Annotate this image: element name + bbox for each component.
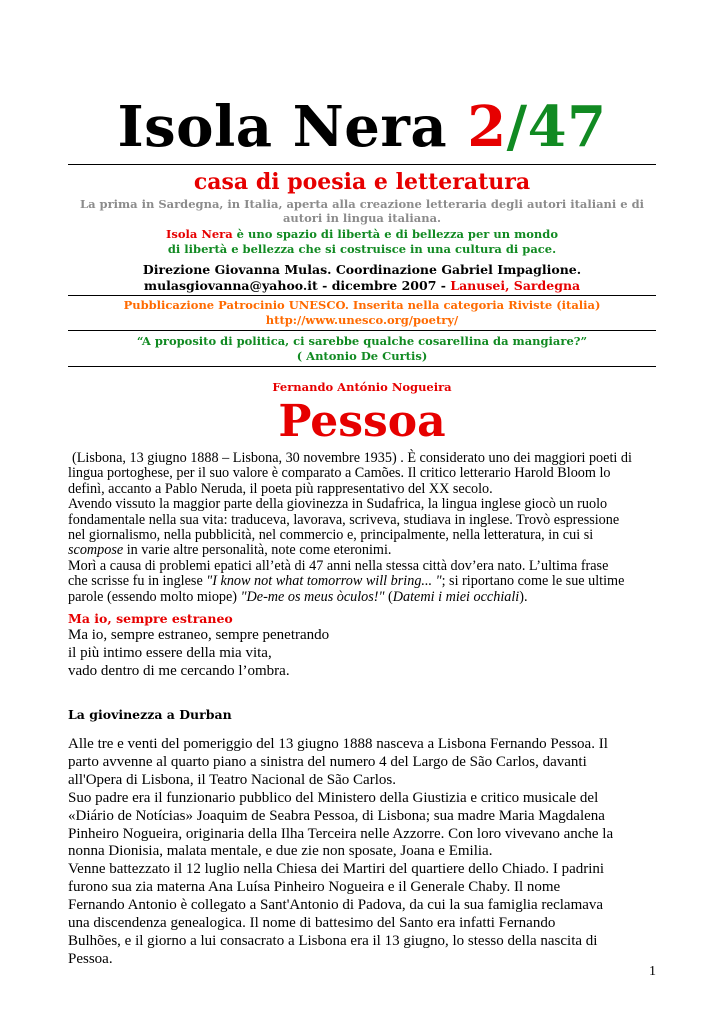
direction-line: Direzione Giovanna Mulas. Coordinazione Gabriel Impaglione. [142, 262, 582, 277]
editorial-direction [68, 262, 656, 294]
bio-parola-pre: parole (essendo molto miope) [68, 588, 241, 605]
bio-line: nel giornalismo, nella pubblicità, nel commercio e, principalmente, nella letteratura, in cui si [68, 527, 594, 544]
poem-line: vado dentro di me cercando l’ombra. [68, 663, 290, 679]
email-date: mulasgiovanna@yahoo.it - dicembre 2007 - [143, 278, 451, 293]
bio-line [68, 543, 658, 558]
bio-line [68, 574, 658, 589]
bio-line: Morì a causa di problemi epatici all’età di 47 anni nella stessa città dov’era nato. L’ultima frase [68, 557, 609, 574]
masthead-issue-number: 2 [467, 94, 507, 160]
contact-line [68, 278, 656, 294]
bio-scompose: scompose [68, 542, 124, 559]
masthead-issue-total: /47 [506, 94, 607, 160]
mission-statement [68, 227, 656, 257]
section-line: furono sua zia materna Ana Luísa Pinheiro Nogueira e il Generale Chaby. Il nome [68, 879, 561, 896]
section-heading: La giovinezza a Durban [68, 707, 232, 722]
section-line: Pinheiro Nogueira, originaria della Ilha Terceira nelle Azzorre. Con loro vivevano anche la [68, 825, 614, 842]
masthead-tagline: La prima in Sardegna, in Italia, aperta alla creazione letteraria degli autori italiani e di autori in lingua italiana. [80, 197, 644, 225]
mission-line-1-text: è uno spazio di libertà e di bellezza per un mondo [232, 227, 558, 241]
masthead-subtitle: casa di poesia e letteratura [193, 169, 531, 195]
section-line: Bulhões, e il giorno a lui consacrato a Lisbona era il 13 giugno, lo stesso della nascita di [68, 932, 598, 949]
section-line: parto avvenne al quarto piano a sinistra del numero 4 del Largo de São Carlos, davanti [68, 753, 587, 770]
bio-parola-mid: ( [384, 588, 393, 605]
bio-line: fondamentale nella sua vita: traduceva, lavorava, scriveva, studiava in inglese. Trovò espressione [68, 511, 620, 528]
place-label: Lanusei, Sardegna [450, 278, 581, 293]
header-rule-lower [68, 330, 656, 331]
mission-line-1 [68, 227, 656, 242]
section-line: all'Opera di Lisbona, il Teatro Nacional de São Carlos. [68, 771, 396, 788]
epigraph-quote [68, 334, 656, 364]
bio-line: Avendo vissuto la maggior parte della giovinezza in Sudafrica, la lingua inglese giocò un ruolo [68, 496, 608, 513]
section-line: «Diário de Notícias» Joaquim de Seabra Pessoa, di Lisbona; sua madre Maria Magdalena [68, 807, 605, 824]
section-line: Alle tre e venti del pomeriggio del 13 giugno 1888 nasceva a Lisbona Fernando Pessoa. Il [68, 736, 608, 752]
bio-scompose-rest: in varie altre personalità, note come eteronimi. [123, 542, 392, 559]
mission-name: Isola Nera [165, 227, 233, 241]
header-rule-middle [68, 295, 656, 296]
poem-line: Ma io, sempre estraneo, sempre penetrando [68, 627, 330, 643]
unesco-text: Pubblicazione Patrocinio UNESCO. Inserita nella categoria Riviste (italia) [123, 298, 601, 312]
unesco-notice [68, 298, 656, 328]
poem-title: Ma io, sempre estraneo [68, 611, 233, 626]
author-title: Pessoa [278, 396, 446, 447]
mission-line-2: di libertà e bellezza che si costruisce in una cultura di pace. [167, 242, 557, 256]
unesco-url: http://www.unesco.org/poetry/ [265, 313, 459, 327]
bio-line [68, 590, 658, 605]
bio-parola-quote: "De-me os meus òculos!" [240, 588, 385, 605]
quote-text: “A proposito di politica, ci sarebbe qualche cosarellina da mangiare?” [136, 334, 588, 348]
section-line: Pessoa. [68, 950, 113, 967]
masthead-title-main: Isola Nera [117, 94, 468, 160]
bio-last-quote: "I know not what tomorrow will bring... " [206, 573, 442, 590]
poem-text [68, 626, 658, 680]
bio-parola-end: ). [519, 588, 528, 605]
author-full-name: Fernando António Nogueira [272, 380, 452, 394]
section-line: Venne battezzato il 12 luglio nella Chiesa dei Martiri del quartiere dello Chiado. I padrini [68, 861, 605, 878]
header-rule-top [68, 164, 656, 165]
bio-line: (Lisbona, 13 giugno 1888 – Lisbona, 30 novembre 1935) . È considerato uno dei maggiori poeti di [72, 450, 632, 466]
quote-author: ( Antonio De Curtis) [296, 349, 428, 363]
section-body [68, 736, 658, 969]
section-line: Fernando Antonio è collegato a Sant'Antonio di Padova, da cui la sua famiglia reclamava [68, 897, 604, 914]
section-line: una discendenza genealogica. Il nome di battesimo del Santo era infatti Fernando [68, 915, 556, 932]
bio-last-pre: che scrisse fu in inglese [68, 573, 207, 590]
header-rule-bottom [68, 366, 656, 367]
poem-line: il più intimo essere della mia vita, [68, 645, 272, 661]
bio-last-post: ; si riportano come le sue ultime [441, 573, 625, 590]
biography-paragraph [68, 451, 658, 605]
bio-line: lingua portoghese, per il suo valore è comparato a Camões. Il critico letterario Harold Bloom lo [68, 465, 611, 482]
bio-line: definì, accanto a Pablo Neruda, il poeta più rappresentativo del XX secolo. [68, 480, 493, 497]
bio-parola-italian: Datemi i miei occhiali [392, 588, 520, 605]
page-number: 1 [649, 964, 656, 979]
section-line: Suo padre era il funzionario pubblico del Ministero della Giustizia e critico musicale del [68, 789, 599, 806]
section-line: nonna Dionisia, malata mentale, e due zie non sposate, Joana e Emilia. [68, 843, 493, 860]
masthead-title [0, 92, 724, 162]
